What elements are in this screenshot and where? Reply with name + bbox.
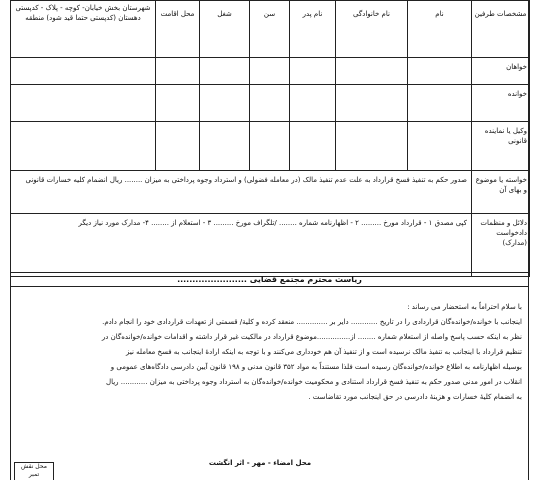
lawyer-family-cell[interactable]	[336, 122, 408, 171]
petition-body	[16, 300, 522, 405]
col-spec: مشخصات طرفین	[472, 1, 530, 58]
defendant-address-cell[interactable]	[11, 85, 156, 122]
col-family: نام خانوادگی	[336, 1, 408, 58]
lawyer-job-cell[interactable]	[200, 122, 250, 171]
plaintiff-age-cell[interactable]	[250, 58, 290, 85]
plaintiff-father-cell[interactable]	[290, 58, 336, 85]
lawyer-age-cell[interactable]	[250, 122, 290, 171]
table-header	[11, 1, 530, 58]
row-evidence	[11, 214, 530, 277]
request-label: خواسته یا موضوع و بهای آن	[472, 171, 530, 214]
plaintiff-residence-cell[interactable]	[156, 58, 200, 85]
body-line: بوسیله اظهارنامه به اطلاع خوانده/خوانده‌گان رسیده است فلذا مستنداً به مواد ۳۵۲ قانون مدنی و ۱۹۸ قانون آیین دادرسی دادگاه‌های عمومی و	[110, 363, 522, 371]
body-line: نظر به اینکه حسب پاسخ واصله از استعلام شماره ........ از...............موضوع قرارداد در مالکیت غیر قرار داشته و اقدامات خوانده/خوانده‌گان در	[101, 333, 522, 341]
col-name: نام	[408, 1, 472, 58]
defendant-father-cell[interactable]	[290, 85, 336, 122]
plaintiff-job-cell[interactable]	[200, 58, 250, 85]
court-title: ریاست محترم مجتمع قضایی .......................	[177, 275, 362, 284]
defendant-job-cell[interactable]	[200, 85, 250, 122]
body-line: تنظیم قرارداد با اینجانب به تنفیذ مالک نرسیده است و از تنفیذ آن هم خودداری می‌کنند و با توجه به اینکه ارادهٔ اینجانب به فسخ معامله نیز	[126, 348, 522, 356]
evidence-text: کپی مصدق ۱ - قرارداد مورخ ......... ۲ - اظهارنامه شماره ........ /تلگراف مورخ ......... ۳ - استعلام از ........ ۴- مدارک مورد نیاز دیگر	[11, 214, 472, 277]
body-line: به انضمام کلیهٔ خسارات و هزینهٔ دادرسی در حق اینجانب مورد تقاضاست .	[308, 393, 522, 401]
lawyer-label: وکیل یا نماینده قانونی	[472, 122, 530, 171]
col-job: شغل	[200, 1, 250, 58]
col-father: نام پدر	[290, 1, 336, 58]
greeting: با سلام احتراماً به استحضار می رساند :	[407, 303, 522, 311]
parties-table	[10, 0, 530, 277]
lawyer-address-cell[interactable]	[11, 122, 156, 171]
request-text: صدور حکم به تنفیذ فسخ قرارداد به علت عدم تنفیذ مالک (در معامله فضولی) و استرداد وجوه پرداختی به میزان ........ ریال انضمام کلیه خسارات قانونی	[11, 171, 472, 214]
court-title-bar	[10, 272, 529, 287]
row-lawyer	[11, 122, 530, 171]
signature-label: محل امضاء - مهر - اثر انگشت	[208, 459, 312, 467]
body-line: اینجانب با خوانده/خوانده‌گان قراردادی را در تاریخ ............ دایر بر .............. منعقد کرده و کلیة/ قسمتی از تعهدات قراردادی خود را انجام دادم.	[102, 318, 522, 326]
row-request	[11, 171, 530, 214]
body-line: انقلاب در امور مدنی صدور حکم به تنفیذ فسخ قرارداد استنادی و محکومیت خوانده/خوانده‌گان به استرداد وجوه پرداختی به میزان ............ ریال	[106, 378, 522, 386]
plaintiff-label: خواهان	[472, 58, 530, 85]
plaintiff-name-cell[interactable]	[408, 58, 472, 85]
defendant-age-cell[interactable]	[250, 85, 290, 122]
defendant-residence-cell[interactable]	[156, 85, 200, 122]
stamp-box: محل نقش تمبر	[14, 462, 54, 480]
evidence-label: دلائل و منظمات دادخواست (مدارک)	[472, 214, 530, 277]
row-defendant	[11, 85, 530, 122]
defendant-label: خوانده	[472, 85, 530, 122]
col-age: سن	[250, 1, 290, 58]
lawyer-residence-cell[interactable]	[156, 122, 200, 171]
plaintiff-address-cell[interactable]	[11, 58, 156, 85]
col-residence: محل اقامت	[156, 1, 200, 58]
plaintiff-family-cell[interactable]	[336, 58, 408, 85]
col-address: شهرستان بخش خیابان- کوچه - پلاک - کدپستی دهستان (کدپستی حتما قید شود) منطقه	[11, 1, 156, 58]
defendant-family-cell[interactable]	[336, 85, 408, 122]
row-plaintiff	[11, 58, 530, 85]
lawyer-father-cell[interactable]	[290, 122, 336, 171]
defendant-name-cell[interactable]	[408, 85, 472, 122]
lawyer-name-cell[interactable]	[408, 122, 472, 171]
